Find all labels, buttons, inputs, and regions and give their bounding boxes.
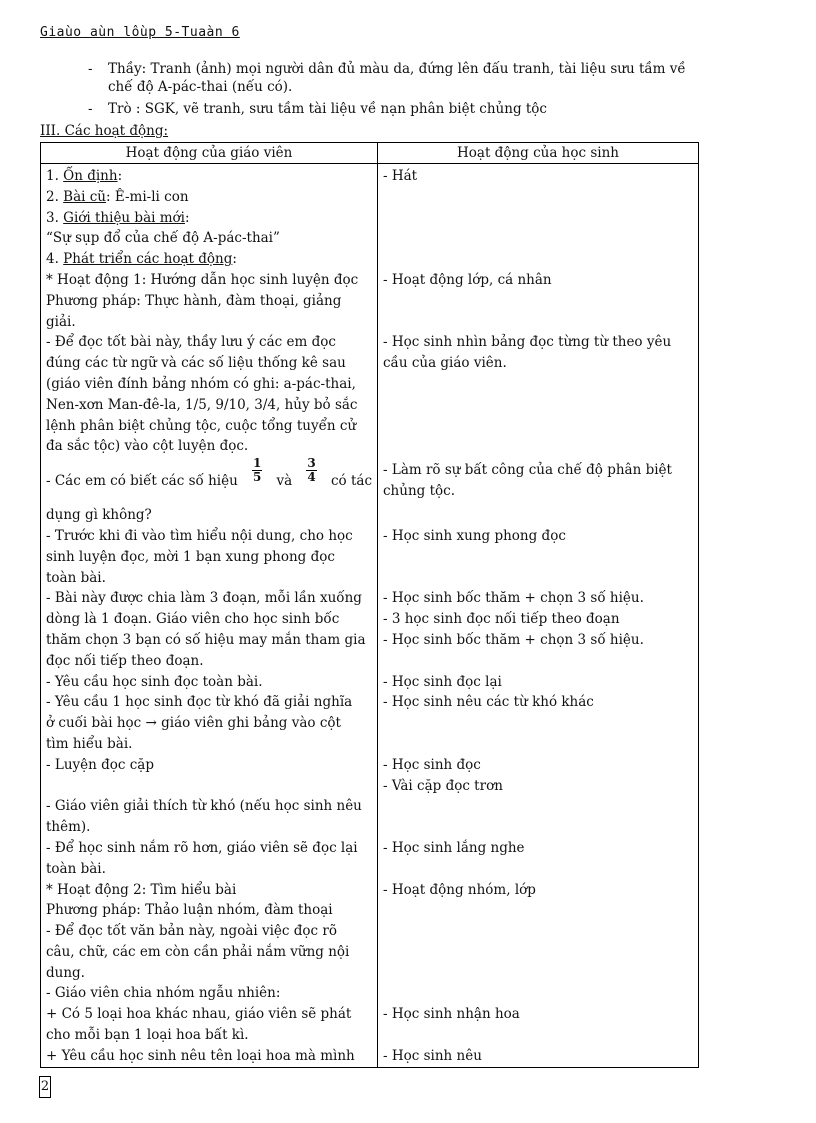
blank-line: [383, 734, 693, 755]
teacher-line: dung.: [46, 964, 85, 981]
teacher-materials: [88, 60, 708, 96]
item-heading: Bài cũ: [63, 188, 107, 205]
teacher-line: - Giáo viên chia nhóm ngẫu nhiên:: [46, 985, 281, 1002]
item-heading: Phát triển các hoạt động: [63, 251, 233, 268]
item-number: 4.: [46, 251, 64, 268]
item-text: : Ê-mi-li con: [106, 188, 189, 205]
teacher-line: 4. Phát triển các hoạt động:: [46, 251, 237, 268]
blank-line: [383, 859, 693, 880]
blank-line: [383, 249, 693, 270]
student-column-header: Hoạt động của học sinh: [378, 143, 699, 164]
student-line: - Học sinh bốc thăm + chọn 3 số hiệu.: [383, 590, 644, 607]
fraction-denominator: 4: [307, 470, 316, 485]
student-materials: [88, 100, 708, 118]
teacher-line: 3. Giới thiệu bài mới:: [46, 209, 190, 226]
page-header: Giaùo aùn lôùp 5-Tuaàn 6: [40, 25, 240, 40]
blank-line: [383, 395, 693, 416]
teacher-line: toàn bài.: [46, 860, 106, 877]
blank-line: [383, 796, 693, 817]
teacher-line: - Để học sinh nắm rõ hơn, giáo viên sẽ đọc lại: [46, 839, 358, 856]
student-line: - Học sinh đọc lại: [383, 673, 502, 690]
teacher-line: Phương pháp: Thực hành, đàm thoại, giảng: [46, 292, 342, 309]
student-line: - Học sinh nhận hoa: [383, 1006, 520, 1023]
blank-line: [383, 228, 693, 249]
teacher-line: cho mỗi bạn 1 loại hoa bất kì.: [46, 1027, 249, 1044]
student-line: - Hoạt động nhóm, lớp: [383, 881, 536, 898]
student-line: - Học sinh nêu: [383, 1047, 482, 1064]
item-number: 2.: [46, 188, 64, 205]
fraction-denominator: 5: [252, 470, 262, 485]
teacher-line: câu, chữ, các em còn cần phải nắm vững nội: [46, 943, 350, 960]
blank-line: [383, 187, 693, 208]
teacher-line: - Giáo viên giải thích từ khó (nếu học sinh nêu: [46, 798, 362, 815]
student-line: - Học sinh đọc: [383, 756, 481, 773]
blank-line: [383, 374, 693, 395]
teacher-line: thăm chọn 3 bạn có số hiệu may mắn tham gia: [46, 631, 366, 648]
student-line: - Học sinh lắng nghe: [383, 839, 525, 856]
teacher-line: - Để đọc tốt bài này, thầy lưu ý các em đọc: [46, 334, 336, 351]
blank-line: [383, 900, 693, 921]
student-line: - Học sinh xung phong đọc: [383, 527, 566, 544]
student-line: - Vài cặp đọc trơn: [383, 777, 503, 794]
student-line: - 3 học sinh đọc nối tiếp theo đoạn: [383, 611, 620, 628]
teacher-line: - Để đọc tốt văn bản này, ngoài việc đọc rõ: [46, 923, 337, 940]
blank-line: [383, 983, 693, 1004]
teacher-line: tìm hiểu bài.: [46, 735, 133, 752]
page-number: 2: [39, 1076, 51, 1098]
student-line: - Học sinh nêu các từ khó khác: [383, 694, 594, 711]
blank-line: [383, 713, 693, 734]
blank-line: [383, 291, 693, 312]
student-line: - Hoạt động lớp, cá nhân: [383, 271, 552, 288]
item-text: và: [276, 473, 293, 490]
fraction-one-fifth: [252, 457, 262, 505]
blank-line: [383, 921, 693, 942]
teacher-line-fractions: [46, 457, 372, 505]
teacher-line: - Luyện đọc cặp: [46, 756, 154, 773]
item-heading: Giới thiệu bài mới: [63, 209, 185, 226]
student-line: - Học sinh nhìn bảng đọc từng từ theo yêu: [383, 334, 672, 351]
fraction-three-quarters: [306, 457, 316, 505]
preparation-list: [88, 60, 708, 122]
teacher-line: - Bài này được chia làm 3 đoạn, mỗi lần xuống: [46, 590, 362, 607]
student-line: cầu của giáo viên.: [383, 355, 507, 372]
blank-line: [383, 312, 693, 333]
teacher-line: lệnh phân biệt chủng tộc, cuộc tổng tuyển cử: [46, 417, 357, 434]
blank-line: [46, 776, 372, 797]
fraction-numerator: 1: [252, 457, 262, 471]
item-number: 3.: [46, 209, 64, 226]
student-materials-line: - Trò : SGK, vẽ tranh, sưu tầm tài liệu về nạn phân biệt chủng tộc: [108, 101, 547, 117]
item-number: 1.: [46, 168, 64, 184]
blank-line: [383, 651, 693, 672]
blank-line: [383, 1025, 693, 1046]
teacher-line: đọc nối tiếp theo đoạn.: [46, 652, 204, 669]
blank-line: [383, 416, 693, 437]
teacher-line: - Trước khi đi vào tìm hiểu nội dung, cho học: [46, 527, 353, 544]
blank-line: [383, 942, 693, 963]
table-header-row: [41, 143, 699, 164]
teacher-line: - Yêu cầu 1 học sinh đọc từ khó đã giải nghĩa: [46, 694, 353, 711]
teacher-line: dòng là 1 đoạn. Giáo viên cho học sinh bốc: [46, 611, 340, 628]
blank-line: [383, 505, 693, 526]
blank-line: [383, 208, 693, 229]
teacher-line: + Yêu cầu học sinh nêu tên loại hoa mà mình: [46, 1047, 355, 1064]
blank-line: [383, 568, 693, 589]
student-fraction-answer: [383, 457, 693, 505]
teacher-line: dụng gì không?: [46, 507, 152, 524]
teacher-line: đa sắc tộc) vào cột luyện đọc.: [46, 438, 249, 455]
teacher-line: đúng các từ ngữ và các số liệu thống kê sau: [46, 355, 346, 372]
activities-table: [40, 142, 699, 1068]
teacher-materials-line1: - Thầy: Tranh (ảnh) mọi người dân đủ màu da, đứng lên đấu tranh, tài liệu sưu tầm về: [108, 61, 686, 77]
teacher-line: sinh luyện đọc, mời 1 bạn xung phong đọc: [46, 548, 335, 565]
fraction-numerator: 3: [307, 457, 316, 471]
teacher-column-header: Hoạt động của giáo viên: [41, 143, 378, 164]
teacher-line: ở cuối bài học → giáo viên ghi bảng vào cột: [46, 715, 341, 732]
teacher-line: Nen-xơn Man-đê-la, 1/5, 9/10, 3/4, hủy bỏ sắc: [46, 396, 358, 413]
teacher-activities: [41, 164, 378, 1068]
teacher-line: (giáo viên đính bảng nhóm có ghi: a-pác-thai,: [46, 375, 356, 392]
teacher-line: Phương pháp: Thảo luận nhóm, đàm thoại: [46, 902, 333, 919]
student-line: chủng tộc.: [383, 482, 455, 499]
teacher-line: toàn bài.: [46, 569, 106, 586]
teacher-materials-line2: chế độ A-pác-thai (nếu có).: [108, 79, 293, 95]
teacher-line: giải.: [46, 313, 76, 330]
teacher-line: [46, 187, 372, 208]
teacher-line: * Hoạt động 1: Hướng dẫn học sinh luyện đọc: [46, 271, 359, 288]
item-text: - Các em có biết các số hiệu: [46, 473, 238, 490]
blank-line: [383, 436, 693, 457]
table-body-row: [41, 164, 699, 1068]
section-title: III. Các hoạt động:: [40, 123, 169, 139]
teacher-line: “Sự sụp đổ của chế độ A-pác-thai”: [46, 230, 280, 247]
teacher-line: 1. Ổn định:: [46, 168, 123, 184]
student-line: - Học sinh bốc thăm + chọn 3 số hiệu.: [383, 631, 644, 648]
blank-line: [383, 963, 693, 984]
item-text: có tác: [330, 473, 372, 490]
teacher-line: * Hoạt động 2: Tìm hiểu bài: [46, 881, 237, 898]
teacher-line: thêm).: [46, 819, 91, 836]
student-line: - Hát: [383, 168, 418, 184]
blank-line: [383, 817, 693, 838]
student-activities: [378, 164, 699, 1068]
blank-line: [383, 547, 693, 568]
student-line: - Làm rõ sự bất công của chế độ phân biệt: [383, 462, 672, 479]
teacher-line: - Yêu cầu học sinh đọc toàn bài.: [46, 673, 263, 690]
teacher-line: + Có 5 loại hoa khác nhau, giáo viên sẽ phát: [46, 1006, 352, 1023]
item-heading: Ổn định: [63, 168, 118, 184]
